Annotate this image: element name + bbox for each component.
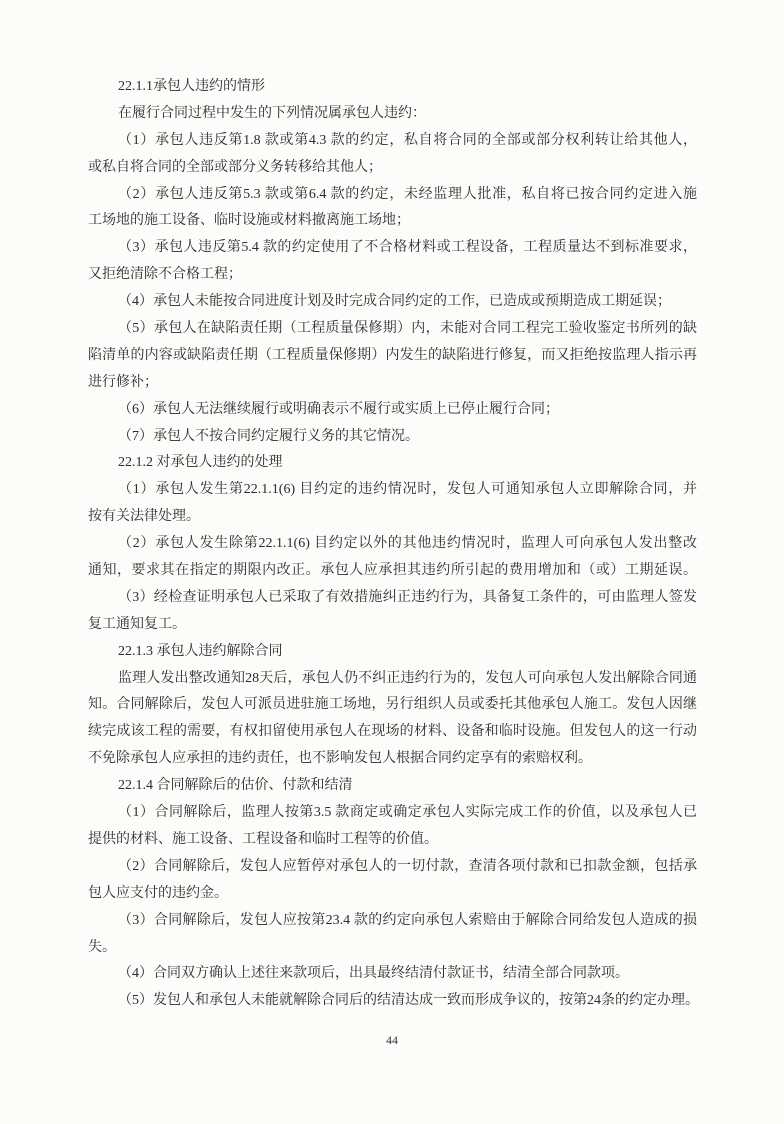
section-22-1-2 <box>88 450 700 638</box>
paragraph-line: （4）承包人未能按合同进度计划及时完成合同约定的工作，已造成或预期造成工期延误； <box>118 294 671 310</box>
paragraph-line: （1）承包人违反第1.8 款或第4.3 款的约定，私自将合同的全部或部分权利转让给其他人， <box>118 132 697 148</box>
paragraph-line: 在履行合同过程中发生的下列情况属承包人违约： <box>118 105 426 121</box>
paragraph-line: （2）合同解除后，发包人应暂停对承包人的一切付款，查清各项付款和已扣款金额，包括承 <box>118 858 697 874</box>
list-item <box>88 424 700 451</box>
paragraph-line: 监理人发出整改通知28天后，承包人仍不纠正违约行为的，发包人可向承包人发出解除合同通 <box>118 670 697 686</box>
paragraph-line: 续完成该工程的需要，有权扣留使用承包人在现场的材料、设备和临时设施。但发包人的这一行动 <box>88 724 697 740</box>
list-item <box>88 182 700 236</box>
paragraph-line: （1）承包人发生第22.1.1(6) 目约定的违约情况时，发包人可通知承包人立即解除合同，并 <box>118 482 697 498</box>
paragraph-line: （3）承包人违反第5.4 款的约定使用了不合格材料或工程设备，工程质量达不到标准要求， <box>118 240 697 256</box>
paragraph-line: 陷清单的内容或缺陷责任期（工程质量保修期）内发生的缺陷进行修复，而又拒绝按监理人指示再 <box>88 347 697 363</box>
list-item <box>88 908 700 962</box>
list-item <box>88 854 700 908</box>
paragraph-line: 复工通知复工。 <box>88 616 186 632</box>
list-item <box>88 961 700 988</box>
section-22-1-1 <box>88 74 700 450</box>
paragraph-line: （6）承包人无法继续履行或明确表示不履行或实质上已停止履行合同； <box>118 401 559 417</box>
list-item <box>88 477 700 531</box>
paragraph-line: 进行修补； <box>88 374 158 390</box>
paragraph <box>88 101 700 128</box>
paragraph-line: （1）合同解除后，监理人按第3.5 款商定或确定承包人实际完成工作的价值，以及承包人已 <box>118 805 697 821</box>
list-item <box>88 800 700 854</box>
section-heading: 22.1.1承包人违约的情形 <box>118 79 265 94</box>
paragraph-line: 又拒绝清除不合格工程； <box>88 267 242 283</box>
paragraph-line: （7）承包人不按合同约定履行义务的其它情况。 <box>118 428 419 444</box>
document-body <box>88 74 700 1015</box>
page-number: 44 <box>386 1033 398 1047</box>
paragraph-line: （4）合同双方确认上述往来款项后，出具最终结清付款证书，结清全部合同款项。 <box>118 966 629 982</box>
paragraph-line: （3）合同解除后，发包人应按第23.4 款的约定向承包人索赔由于解除合同给发包人造成的损 <box>118 912 697 928</box>
paragraph-line: 工场地的施工设备、临时设施或材料撤离施工场地； <box>88 213 410 229</box>
paragraph-line: （2）承包人违反第5.3 款或第6.4 款的约定，未经监理人批准，私自将已按合同约定进入施 <box>118 186 697 202</box>
paragraph-line: 提供的材料、施工设备、工程设备和临时工程等的价值。 <box>88 831 438 847</box>
list-item <box>88 316 700 397</box>
paragraph-line: 通知，要求其在指定的期限内改正。承包人应承担其违约所引起的费用增加和（或）工期延误。 <box>88 563 697 579</box>
paragraph-line: 失。 <box>88 939 116 955</box>
section-heading: 22.1.3 承包人违约解除合同 <box>118 643 283 659</box>
list-item <box>88 289 700 316</box>
paragraph-line: （5）发包人和承包人未能就解除合同后的结清达成一致而形成争议的，按第24条的约定办理。 <box>118 993 699 1009</box>
paragraph-line: （2）承包人发生除第22.1.1(6) 目约定以外的其他违约情况时，监理人可向承包人发出整改 <box>118 536 697 552</box>
paragraph-line: 知。合同解除后，发包人可派员进驻施工场地，另行组织人员或委托其他承包人施工。发包人因继 <box>88 697 697 713</box>
paragraph-line: 按有关法律处理。 <box>88 509 200 525</box>
list-item <box>88 397 700 424</box>
list-item <box>88 235 700 289</box>
paragraph-line: 或私自将合同的全部或部分义务转移给其他人； <box>88 159 382 175</box>
list-item <box>88 128 700 182</box>
paragraph-line: （5）承包人在缺陷责任期（工程质量保修期）内，未能对合同工程完工验收鉴定书所列的缺 <box>118 321 697 337</box>
list-item <box>88 531 700 585</box>
section-22-1-3 <box>88 639 700 773</box>
list-item <box>88 988 700 1015</box>
section-heading: 22.1.4 合同解除后的估价、付款和结清 <box>118 778 353 794</box>
paragraph-line: 包人应支付的违约金。 <box>88 885 228 901</box>
section-22-1-4 <box>88 773 700 1015</box>
paragraph-line: （3）经检查证明承包人已采取了有效措施纠正违约行为，具备复工条件的，可由监理人签发 <box>118 589 697 605</box>
paragraph <box>88 666 700 774</box>
section-heading: 22.1.2 对承包人违约的处理 <box>118 455 283 471</box>
paragraph-line: 不免除承包人应承担的违约责任，也不影响发包人根据合同约定享有的索赔权利。 <box>88 751 592 767</box>
list-item <box>88 585 700 639</box>
